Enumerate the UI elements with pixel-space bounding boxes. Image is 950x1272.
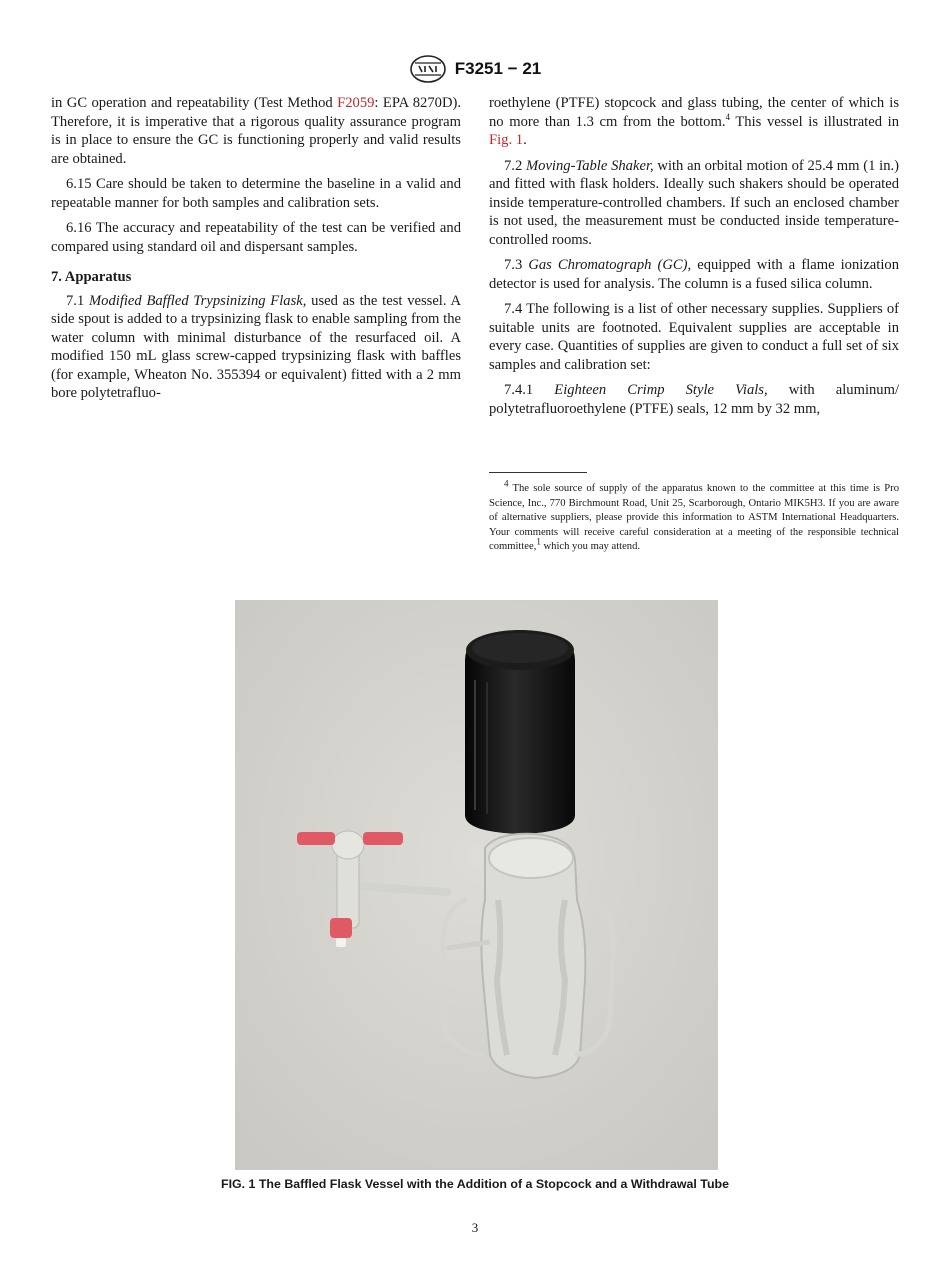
footnote-divider [489,472,587,473]
figure-1-photo [235,600,718,1170]
paragraph-7-1-continued: roethylene (PTFE) stopcock and glass tubing, the center of which is no more than 1.3 cm from the bottom.$^4$ This vessel is illustrated in Fig. 1. [489,95,899,148]
page-header [0,54,950,84]
astm-logo-icon [409,54,447,84]
footnote-ref-4[interactable]: 4 [725,111,730,122]
paragraph-7-2: 7.2 Moving-Table Shaker, with an orbital motion of 25.4 mm (1 in.) and fitted with flask holders. Ideally such shakers should be operated inside temperature-controlled chambers. If such an enclosed chamber is not used, the measurement must be conducted inside temperature-controlled rooms. [489,157,900,248]
paragraph-6-15: 6.15 Care should be taken to determine the baseline in a valid and repeatable manner for both samples and calibration sets. [51,176,461,211]
link-fig-1[interactable]: Fig. 1 [489,132,524,148]
screw-cap [465,630,575,834]
document-designation: F3251 − 21 [454,59,542,78]
paragraph-6-16: 6.16 The accuracy and repeatability of the test can be verified and compared using standard oil and dispersant samples. [51,220,461,255]
paragraph-7-4-1: 7.4.1 Eighteen Crimp Style Vials, with aluminum/ polytetrafluoroethylene (PTFE) seals, 12 mm by 32 mm, [489,382,899,417]
paragraph-7-3: 7.3 Gas Chromatograph (GC), equipped with a flame ionization detector is used for analysis. The column is a fused silica column. [489,257,899,292]
paragraph-7-1: 7.1 Modified Baffled Trypsinizing Flask, used as the test vessel. A side spout is added to a trypsinizing flask to enable sampling from the water column with minimal disturbance of the resurfaced oil. A modified 150 mL glass screw-capped trypsinizing flask with baffles (for example, Wheaton No. 355394 or equivalent) fitted with a 2 mm bore polytetrafluo- [51,292,461,401]
section-heading-apparatus: 7. Apparatus [51,269,132,285]
baffled-flask-illustration [235,600,718,1170]
link-f2059[interactable]: F2059 [337,95,375,111]
left-column [51,94,461,410]
footnote-4: $^4$ The sole source of supply of the apparatus known to the committee at this time is Pro Science, Inc., 770 Birchmount Road, Unit 25, Scarborough, Ontario MIK5H3. If you are aware of alternative suppliers, please provide this information to ASTM International Headquarters. Your comments will receive careful consideration at a meeting of the responsible technical committee,$^1$ which you may attend. [489,478,899,552]
paragraph-7-4: 7.4 The following is a list of other necessary supplies. Suppliers of suitable units are footnoted. Equivalent supplies are acceptable in every case. Quantities of supplies are given to conduct a full set of six samples and calibration set: [489,301,899,373]
right-column [489,94,899,425]
figure-caption: FIG. 1 The Baffled Flask Vessel with the Addition of a Stopcock and a Withdrawal Tube [221,1177,729,1191]
page-number: 3 [471,1220,479,1235]
paragraph-6-14-continued: in GC operation and repeatability (Test Method F2059: EPA 8270D). Therefore, it is imperative that a rigorous quality assurance program is in place to ensure the GC is functioning properly and valid results are obtained. [51,95,461,167]
